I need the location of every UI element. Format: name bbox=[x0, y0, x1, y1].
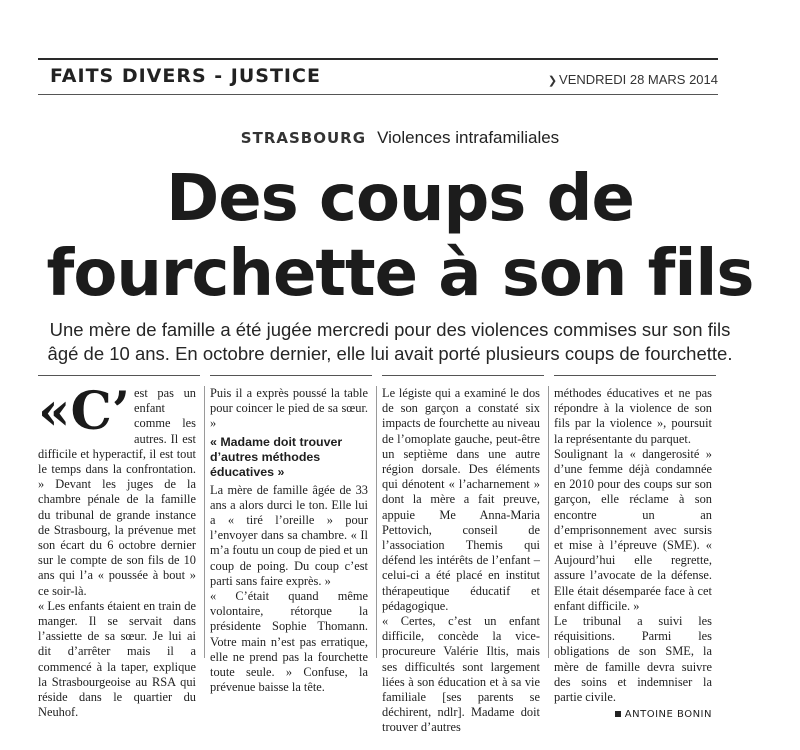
column-1-paragraph-1 bbox=[38, 381, 196, 599]
column-rule-3 bbox=[382, 375, 544, 376]
column-divider bbox=[204, 386, 205, 658]
column-4-paragraph-2: Soulignant la « dangerosité » d’une femme déjà condamnée en 2010 pour des coups sur son garçon, elle réclame à son encontre un an d’emprisonnement avec sursis et mise à l’épreuve (SME). « Aujourd’hui elle regrette, assure l’avocate de la défense. Elle était désemparée face à cet enfant difficile. » bbox=[554, 446, 712, 613]
article-kicker bbox=[0, 128, 800, 148]
square-bullet-icon bbox=[615, 711, 621, 717]
column-3-paragraph-2: « Certes, c’est un enfant difficile, concède la vice-procureure Valérie Iltis, mais ses difficultés sont largement liées à son éducation et à sa vie familiale [ses parents se déchirent, ndlr]. Madame doit trouver d’autres bbox=[382, 614, 540, 735]
article-column-2 bbox=[210, 386, 368, 695]
article-column-3 bbox=[382, 386, 540, 736]
column-rule-4 bbox=[554, 375, 716, 376]
article-subhead: « Madame doit trouver d’autres méthodes éducatives » bbox=[210, 434, 343, 479]
article-lede: Une mère de famille a été jugée mercredi pour des violences commises sur son fils âgé de 10 ans. En octobre dernier, elle lui avait porté plusieurs coups de fourchette. bbox=[47, 319, 733, 364]
column-2-paragraph-1: Puis il a exprès poussé la table pour coincer le pied de sa sœur. » bbox=[210, 386, 368, 431]
column-4-paragraph-3: Le tribunal a suivi les réquisitions. Parmi les obligations de son SME, la mère de famille devra suivre des soins et indemniser la partie civile. bbox=[554, 614, 712, 705]
column-rule-2 bbox=[210, 375, 372, 376]
publication-date bbox=[548, 72, 718, 87]
chevron-right-icon: ❯ bbox=[547, 75, 558, 87]
column-divider bbox=[548, 386, 549, 658]
article-column-4 bbox=[554, 386, 712, 722]
article-column-1 bbox=[38, 381, 196, 720]
author-signature bbox=[554, 707, 712, 722]
column-3-paragraph-1: Le légiste qui a examiné le dos de son garçon a constaté six impacts de fourchette au niveau de l’omoplate gauche, peut-être un septième dans une autre région dorsale. Des éléments qui dénotent « l’acharnement » dont la mère a fait preuve, appuie Me Anna-Maria Pettovich, conseil de l’association Themis qui défend les intérêts de l’enfant – celui-ci a été placé en institut thérapeutique éducatif et pédagogique. bbox=[382, 386, 540, 613]
kicker-place: STRASBOURG bbox=[240, 129, 367, 147]
column-divider bbox=[376, 386, 377, 658]
column-2-paragraph-3: « C’était quand même volontaire, rétorque la présidente Sophie Thomann. Votre main n’est pas erratique, elle ne prend pas la fourchette toute seule. » Confuse, la prévenue baisse la tête. bbox=[210, 589, 368, 695]
article-headline bbox=[20, 162, 780, 312]
column-1-text-1: est pas un enfant comme les autres. Il est difficile et hyperactif, il est tout le temps dans la confrontation. » Devant les juges de la chambre pénale de la famille du tribunal de grande instance de Strasbourg, la prévenue met son écart du 6 octobre dernier sur le compte de son fils de 10 ans qui l’a « poussée à bout » ce soir-là. bbox=[38, 386, 196, 598]
column-1-paragraph-2: « Les enfants étaient en train de manger. Il se servait dans l’assiette de sa sœur. Je lui ai dit d’arrêter mais il a commencé à la taper, explique la Strasbourgeoise au RSA qui réside dans le quartier du Neuhof. bbox=[38, 598, 196, 720]
section-title: FAITS DIVERS - JUSTICE bbox=[50, 65, 321, 87]
section-header bbox=[38, 58, 718, 95]
column-rule-1 bbox=[38, 375, 200, 376]
headline-line-2: fourchette à son fils bbox=[46, 237, 754, 311]
column-4-paragraph-1: méthodes éducatives et ne pas répondre à la violence de son fils par la violence », poursuit la représentante du parquet. bbox=[554, 386, 712, 446]
drop-cap: «C’ bbox=[38, 381, 130, 442]
date-text: VENDREDI 28 MARS 2014 bbox=[559, 72, 718, 87]
column-2-paragraph-2: La mère de famille âgée de 33 ans a alors durci le ton. Elle lui a « tiré l’oreille » pour l’envoyer dans sa chambre. « Il m’a foutu un coup de pied et un coup de poing. Du coup c’est parti sans faire exprès. » bbox=[210, 482, 368, 588]
author-name: ANTOINE BONIN bbox=[624, 709, 712, 721]
headline-line-1: Des coups de bbox=[166, 162, 634, 236]
kicker-topic: Violences intrafamiliales bbox=[377, 128, 560, 147]
